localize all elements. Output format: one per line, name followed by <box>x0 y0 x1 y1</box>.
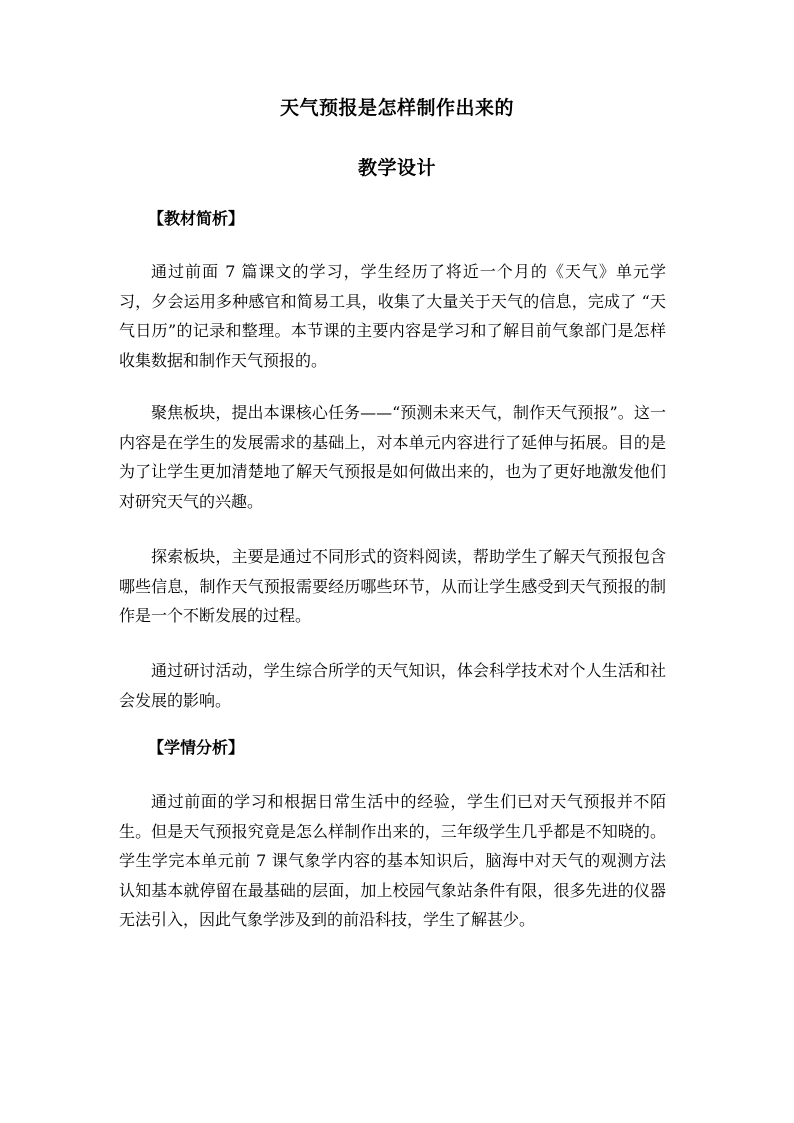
document-title: 天气预报是怎样制作出来的 <box>279 97 514 119</box>
document-subtitle: 教学设计 <box>357 157 436 179</box>
paragraph: 探索板块，主要是通过不同形式的资料阅读，帮助学生了解天气预报包含哪些信息，制作天气预报需要经历哪些环节，从而让学生感受到天气预报的制作是一个不断发展的过程。 <box>119 547 666 625</box>
paragraph: 聚焦板块，提出本课核心任务——“预测未来天气，制作天气预报”。这一内容是在学生的发展需求的基础上，对本单元内容进行了延伸与拓展。目的是为了让学生更加清楚地了解天气预报是如何做出来的，也为了更好地激发他们对研究天气的兴趣。 <box>119 403 666 511</box>
section-heading-student-analysis: 【学情分析】 <box>148 738 245 757</box>
paragraph: 通过前面的学习和根据日常生活中的经验，学生们已对天气预报并不陌生。但是天气预报究竟是怎么样制作出来的，三年级学生几乎都是不知晓的。学生学完本单元前 7 课气象学内容的基本知识后，脑海中对天气的观测方法认知基本就停留在最基础的层面，加上校园气象站条件有限，很多先进的仪器无法引入，因此气象学涉及到的前沿科技，学生了解甚少。 <box>119 792 666 929</box>
paragraph: 通过研讨活动，学生综合所学的天气知识，体会科学技术对个人生活和社会发展的影响。 <box>119 661 666 710</box>
paragraph: 通过前面 7 篇课文的学习，学生经历了将近一个月的《天气》单元学习，夕会运用多种感官和简易工具，收集了大量关于天气的信息，完成了 “天气日历”的记录和整理。本节课的主要内容是学习和了解目前气象部门是怎样收集数据和制作天气预报的。 <box>119 262 666 370</box>
section-heading-textbook-analysis: 【教材简析】 <box>148 209 245 228</box>
